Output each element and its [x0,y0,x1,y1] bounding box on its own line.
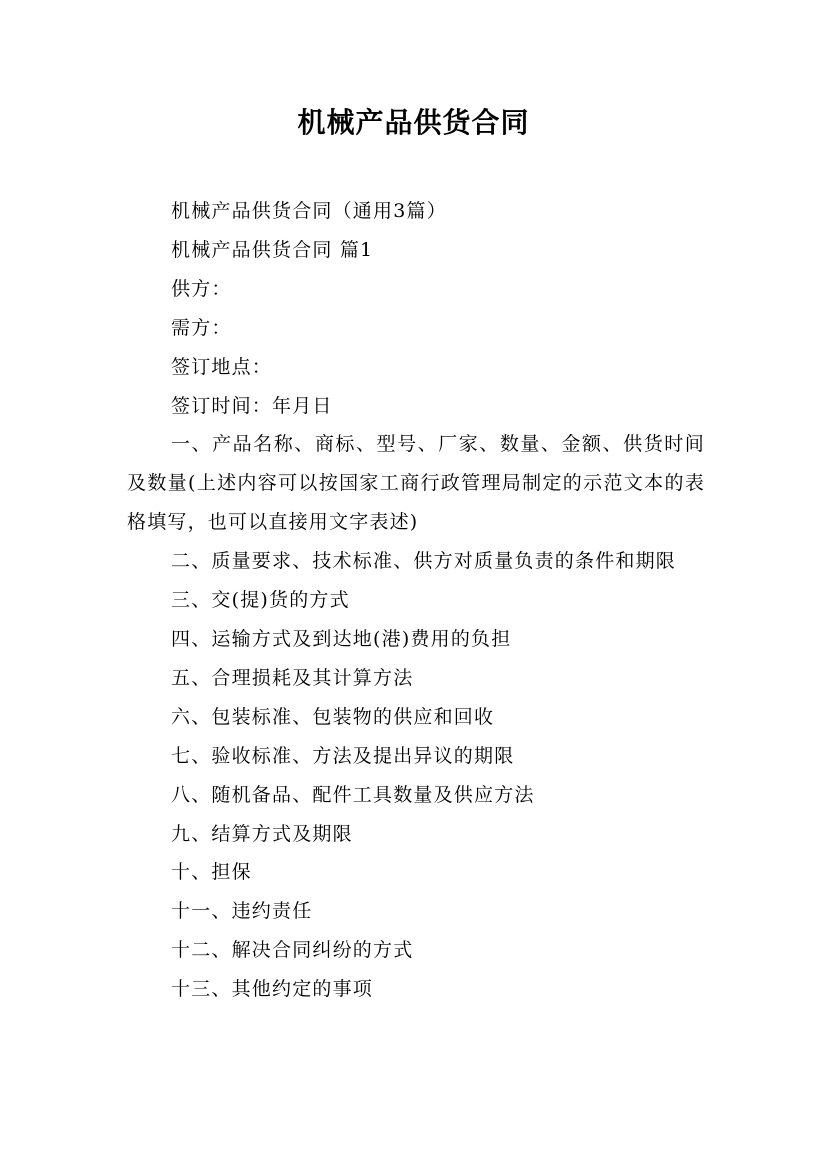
clause-12: 十二、解决合同纠纷的方式 [171,939,414,962]
document-title: 机械产品供货合同 [297,106,530,139]
clause-9: 九、结算方式及期限 [171,822,353,845]
supplier-field: 供方： [171,277,232,300]
clause-4: 四、运输方式及到达地(港)费用的负担 [171,627,512,650]
signing-date-field: 签订时间：年月日 [171,394,333,417]
document-body [127,192,705,1009]
section-heading: 机械产品供货合同 篇1 [171,238,374,261]
clause-1: 一、产品名称、商标、型号、厂家、数量、金额、供货时间及数量(上述内容可以按国家工商行政管理局制定的示范文本的表格填写，也可以直接用文字表述) [127,433,705,534]
clause-7: 七、验收标准、方法及提出异议的期限 [171,744,515,767]
clause-13: 十三、其他约定的事项 [171,978,374,1001]
clause-3: 三、交(提)货的方式 [171,589,350,612]
clause-6: 六、包装标准、包装物的供应和回收 [171,705,495,728]
clause-5: 五、合理损耗及其计算方法 [171,666,414,689]
clause-8: 八、随机备品、配件工具数量及供应方法 [171,783,535,806]
doc-subtitle: 机械产品供货合同（通用3篇） [171,200,447,222]
clause-10: 十、担保 [171,861,252,884]
buyer-field: 需方： [171,316,232,339]
clause-11: 十一、违约责任 [171,900,313,923]
signing-place-field: 签订地点： [171,355,273,378]
clause-2: 二、质量要求、技术标准、供方对质量负责的条件和期限 [171,550,677,573]
